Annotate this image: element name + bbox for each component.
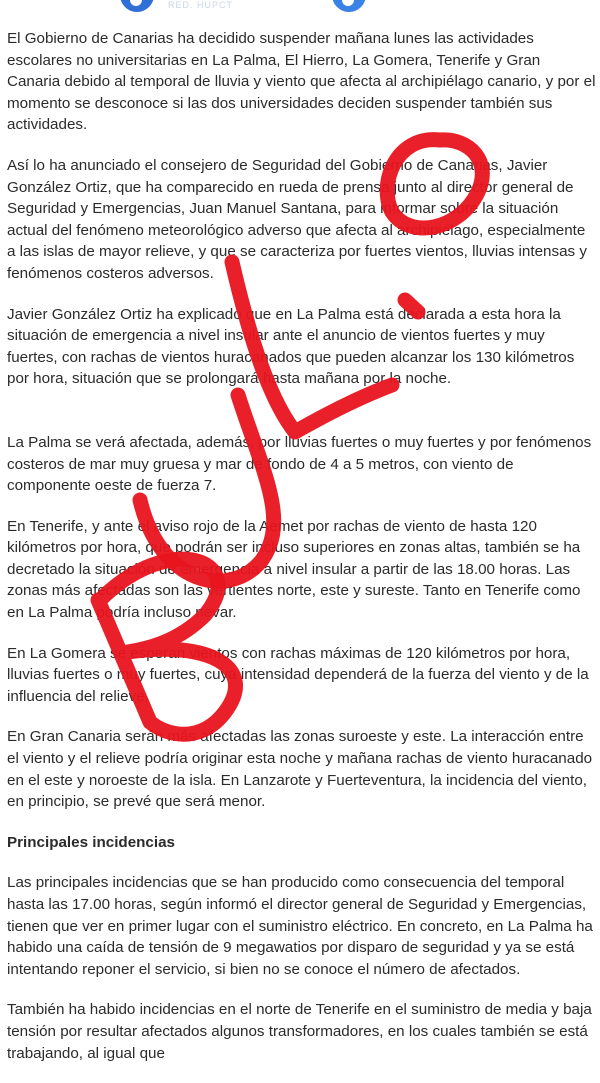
article-paragraph: La Palma se verá afectada, además, por lluvias fuertes o muy fuertes y por fenómenos costeros de mar muy gruesa y mar de fondo de 4 a 5 metros, con viento de componente oeste de fuerza 7.	[7, 433, 592, 495]
article-paragraph: En La Gomera se esperan vientos con rachas máximas de 120 kilómetros por hora, lluvias fuertes o muy fuertes, cuya intensidad dependerá de la fuerza del viento y de la influencia del relieve.	[7, 644, 589, 705]
faint-label: RED. HUPCT	[168, 0, 234, 10]
article-body	[7, 28, 597, 1083]
section-heading: Principales incidencias	[7, 833, 175, 851]
top-app-icons-strip	[0, 0, 600, 16]
article-paragraph: Así lo ha anunciado el consejero de Seguridad del Gobierno de Canarias, Javier González Ortiz, que ha comparecido en rueda de prensa junto al director general de Seguridad y Emergencias, Juan Manuel Santana, para informar sobre la situación actual del fenómeno meteorológico adverso que afecta al archipiélago, especialmente a las islas de mayor relieve, y que se caracteriza por fuertes vientos, lluvias intensas y fenómenos costeros adversos.	[7, 156, 587, 282]
location-icon[interactable]	[120, 0, 154, 12]
article-paragraph: Las principales incidencias que se han producido como consecuencia del temporal hasta las 17.00 horas, según informó el director general de Seguridad y Emergencias, tienen que ver en primer lugar con el suministro eléctrico. En concreto, en La Palma ha habido una caída de tensión de 9 megawatios por disparo de seguridad y ya se está intentando reponer el servicio, si bien no se conoce el número de afectados.	[7, 874, 593, 978]
article-paragraph: También ha habido incidencias en el norte de Tenerife en el suministro de media y baja tensión por resultar afectados algunos transformadores, en los cuales también se está trabajando, al igual que	[7, 1001, 592, 1062]
article-paragraph: En Tenerife, y ante el aviso rojo de la Aemet por rachas de viento de hasta 120 kilómetros por hora, que podrán ser incluso superiores en zonas altas, también se ha decretado la situación de emergencia a nivel insular a partir de las 18.00 horas. Las zonas más afectadas son las vertientes norte, este y sureste. Tanto en Tenerife como en La Palma podría incluso nevar.	[7, 517, 581, 622]
location-icon[interactable]	[332, 0, 366, 12]
location-icon-glyph	[130, 0, 142, 6]
article-paragraph: Javier González Ortiz ha explicado que en La Palma está declarada a esta hora la situación de emergencia a nivel insular ante el anuncio de vientos fuertes y muy fuertes, con rachas de vientos huracanados que pueden alcanzar los 130 kilómetros por hora, situación que se prolongará hasta mañana por la noche.	[7, 305, 575, 388]
article-paragraph: En Gran Canaria serán más afectadas las zonas suroeste y este. La interacción entre el viento y el relieve podría originar esta noche y mañana rachas de viento huracanado en el este y noroeste de la isla. En Lanzarote y Fuerteventura, la incidencia del viento, en principio, se prevé que será menor.	[7, 728, 593, 811]
location-icon-glyph	[342, 0, 354, 6]
article-paragraph: El Gobierno de Canarias ha decidido suspender mañana lunes las actividades escolares no universitarias en La Palma, El Hierro, La Gomera, Tenerife y Gran Canaria debido al temporal de lluvia y viento que afecta al archipiélago canario, y por el momento se desconoce si las dos universidades deciden suspender también sus actividades.	[7, 30, 596, 134]
